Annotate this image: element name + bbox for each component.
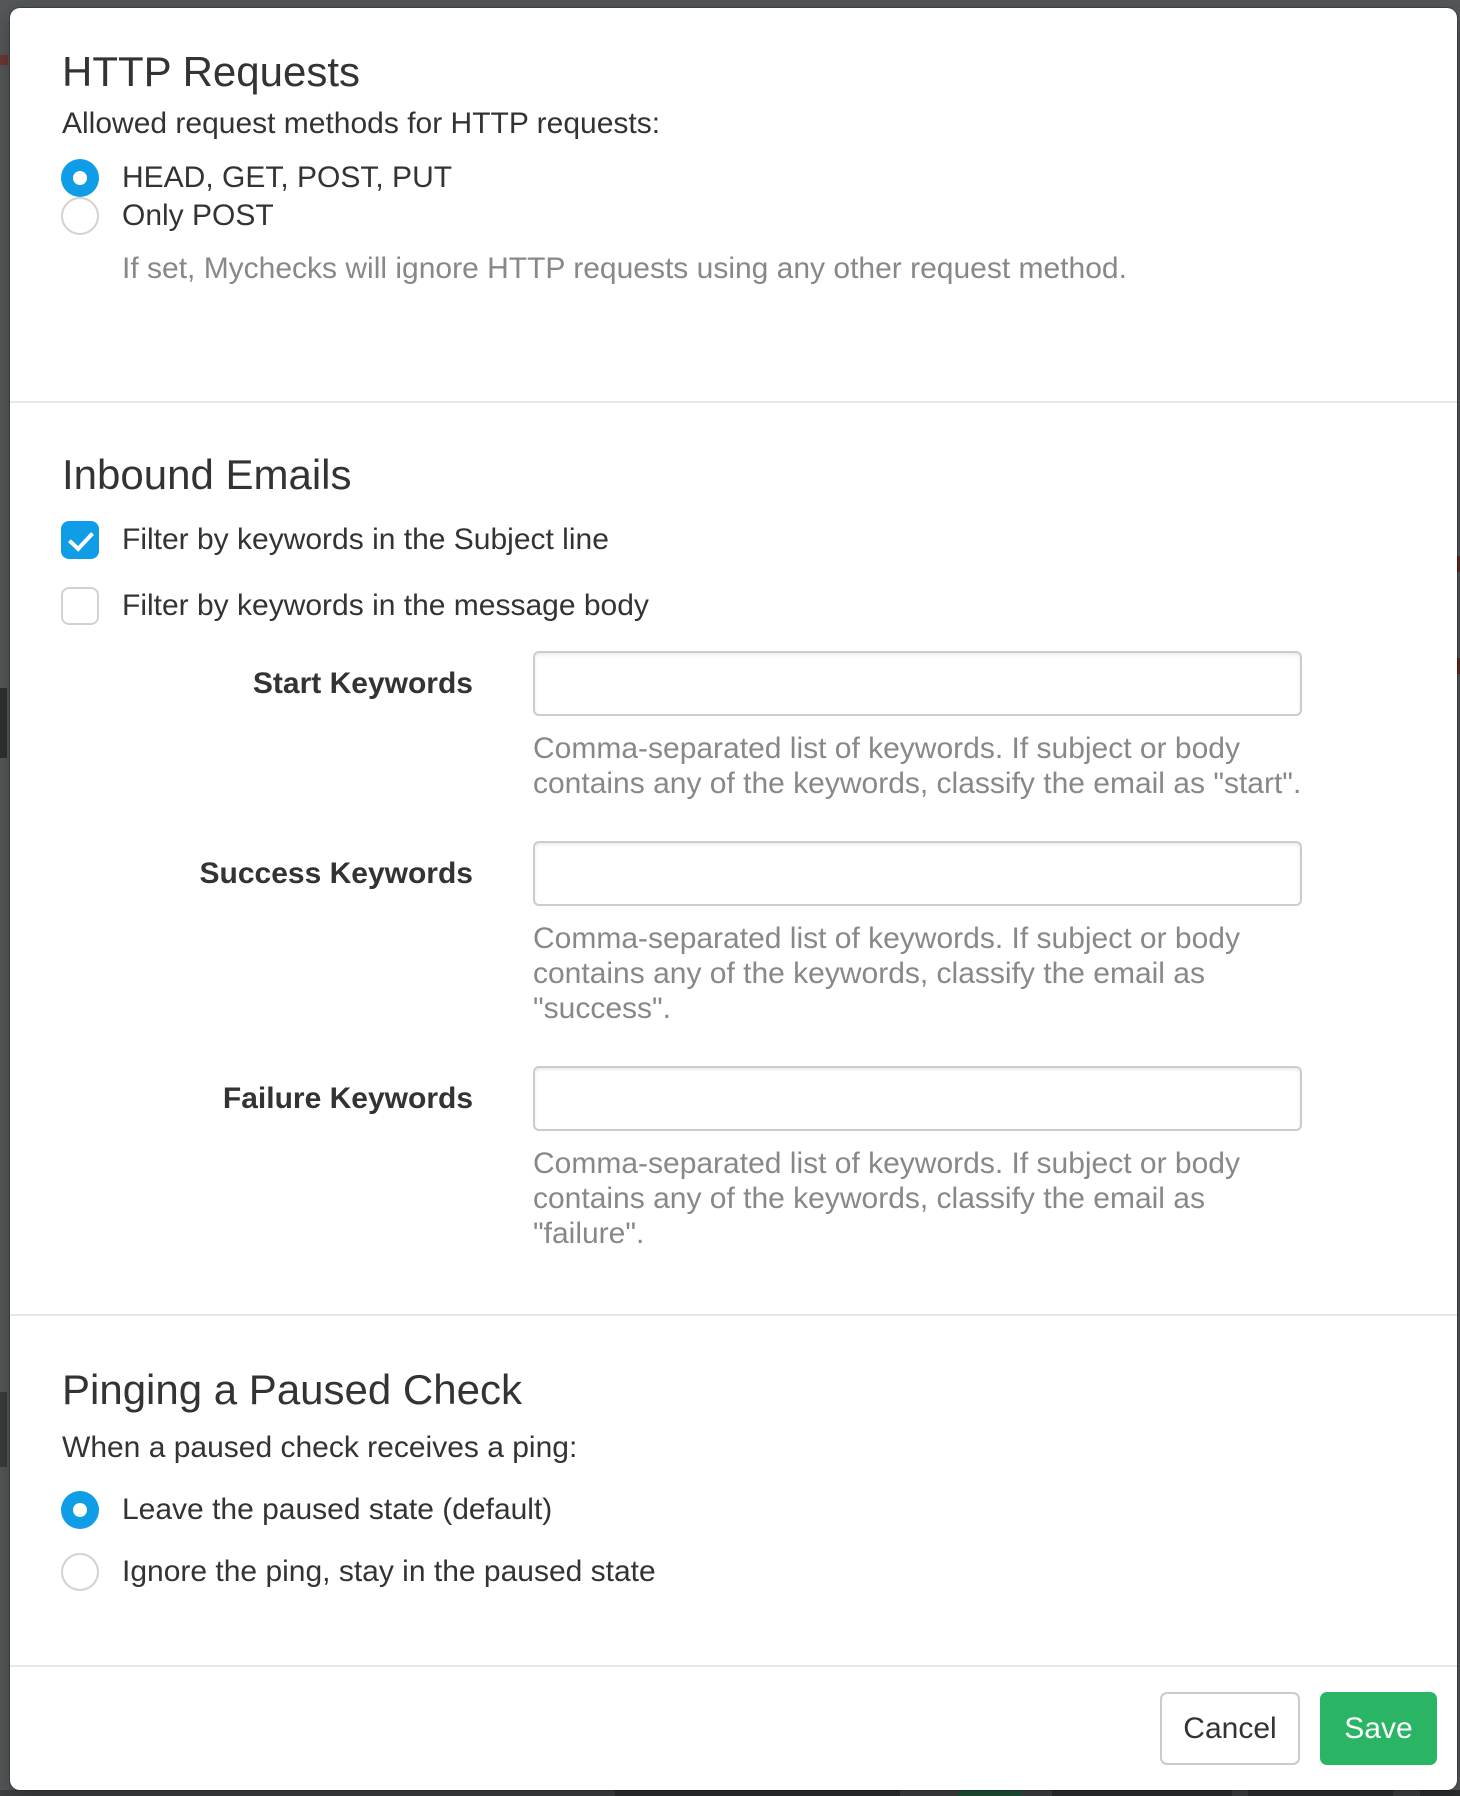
http-requests-section (10, 8, 1457, 287)
start-keywords-input[interactable] (533, 651, 1302, 716)
checkbox-label[interactable]: Filter by keywords in the Subject line (122, 523, 609, 556)
checkbox-row-filter-subject[interactable] (61, 521, 1457, 559)
success-keywords-input[interactable] (533, 841, 1302, 906)
radio-button-selected[interactable] (61, 1491, 99, 1529)
cancel-button[interactable]: Cancel (1160, 1692, 1300, 1765)
checkbox-row-filter-body[interactable] (61, 587, 1457, 625)
background-text-smudge (615, 1790, 900, 1796)
success-keywords-field-col (533, 841, 1302, 1026)
start-keywords-help (533, 731, 1302, 801)
start-keywords-label: Start Keywords (252, 667, 473, 700)
only-post-help-text: If set, Mychecks will ignore HTTP requests using any other request method. (122, 252, 1127, 285)
modal-footer (10, 1667, 1457, 1790)
radio-label[interactable]: Only POST (122, 199, 274, 232)
success-keywords-help (533, 921, 1302, 1026)
form-row-start-keywords (10, 651, 1457, 801)
help-line: contains any of the keywords, classify the email as "start". (533, 767, 1302, 800)
checkbox-checked[interactable] (61, 521, 99, 559)
start-keywords-field-col (533, 651, 1302, 801)
checkbox-unchecked[interactable] (61, 587, 99, 625)
background-text-smudge (1248, 1790, 1393, 1796)
http-requests-intro: Allowed request methods for HTTP requests: (62, 107, 661, 140)
help-line: contains any of the keywords, classify the email as "failure". (533, 1182, 1205, 1250)
failure-keywords-label: Failure Keywords (222, 1082, 473, 1115)
checkbox-label[interactable]: Filter by keywords in the message body (122, 589, 649, 622)
radio-label[interactable]: Leave the paused state (default) (122, 1493, 553, 1526)
backdrop-artifact (0, 1392, 7, 1467)
radio-button-unselected[interactable] (61, 1553, 99, 1591)
save-button[interactable]: Save (1320, 1692, 1437, 1765)
inbound-emails-section (10, 403, 1457, 1251)
radio-button-unselected[interactable] (61, 197, 99, 235)
help-line: Comma-separated list of keywords. If subject or body (533, 1147, 1240, 1180)
success-keywords-label: Success Keywords (199, 857, 473, 890)
radio-button-selected[interactable] (61, 159, 99, 197)
radio-row-ignore-ping[interactable] (61, 1553, 1457, 1591)
http-requests-title: HTTP Requests (62, 48, 360, 95)
radio-label[interactable]: Ignore the ping, stay in the paused state (122, 1555, 656, 1588)
failure-keywords-field-col (533, 1066, 1302, 1251)
help-line: Comma-separated list of keywords. If subject or body (533, 732, 1240, 765)
pinging-paused-check-title: Pinging a Paused Check (62, 1366, 522, 1413)
check-settings-modal (10, 8, 1457, 1790)
failure-keywords-help (533, 1146, 1302, 1251)
pinging-intro: When a paused check receives a ping: (62, 1431, 578, 1464)
backdrop-artifact (0, 688, 7, 758)
radio-row-only-post[interactable] (61, 197, 1457, 235)
form-row-failure-keywords (10, 1066, 1457, 1251)
background-text-smudge (1052, 1790, 1232, 1796)
failure-keywords-input[interactable] (533, 1066, 1302, 1131)
background-status-badge (958, 1790, 1022, 1796)
pinging-paused-check-section (10, 1316, 1457, 1591)
inbound-emails-title: Inbound Emails (62, 451, 352, 498)
radio-row-allowed-methods-all[interactable] (61, 159, 1457, 197)
help-line: contains any of the keywords, classify the email as "success". (533, 957, 1205, 1025)
backdrop-artifact (0, 55, 8, 65)
radio-label[interactable]: HEAD, GET, POST, PUT (122, 161, 453, 194)
radio-row-leave-paused-state[interactable] (61, 1491, 1457, 1529)
background-page-row (0, 1790, 1460, 1796)
help-line: Comma-separated list of keywords. If subject or body (533, 922, 1240, 955)
background-text-smudge (1420, 1790, 1460, 1796)
form-row-success-keywords (10, 841, 1457, 1026)
